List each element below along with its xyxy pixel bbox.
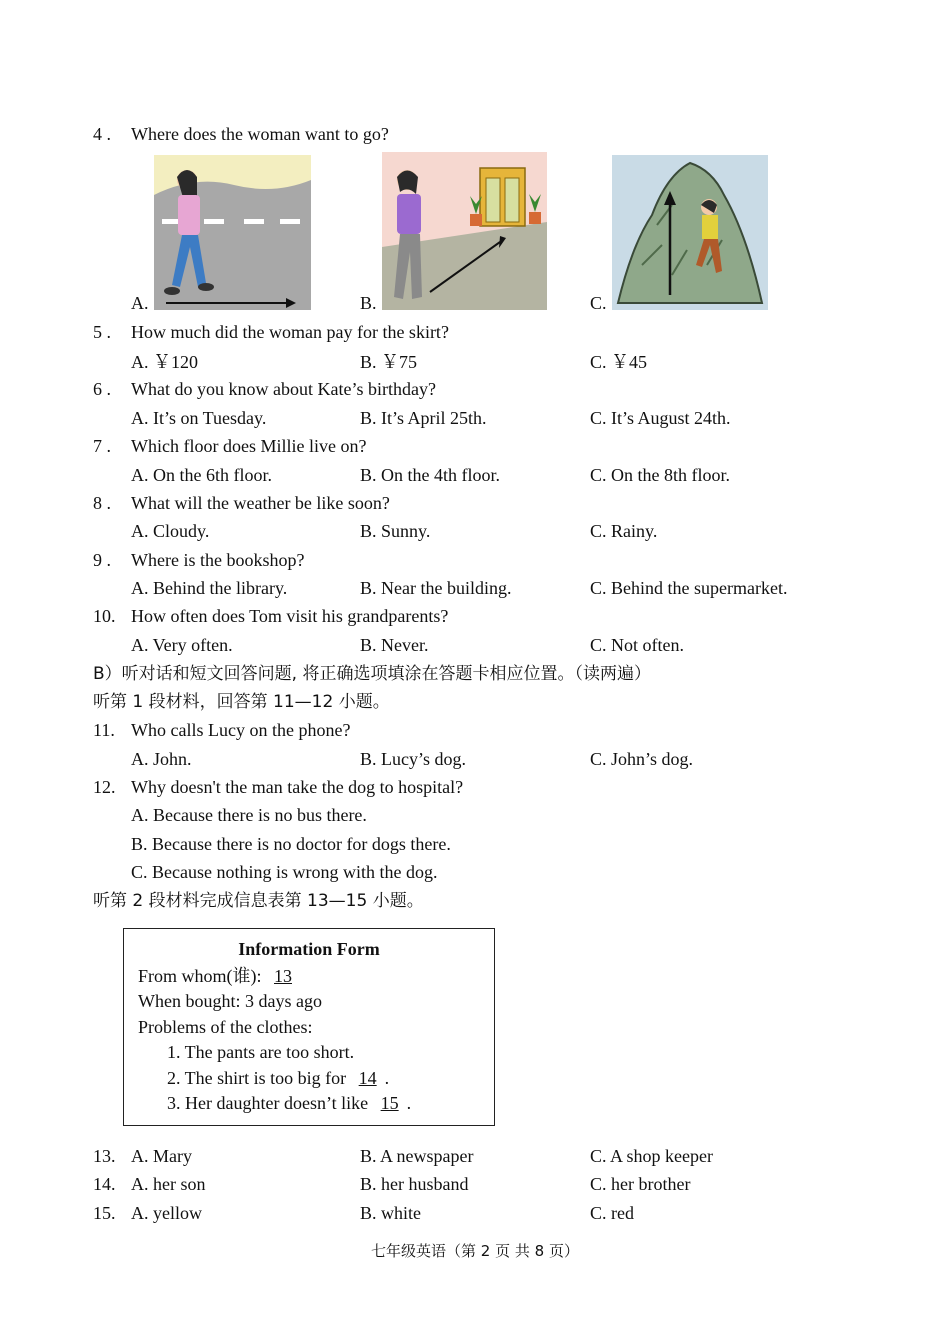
q14-option-b: B. her husband	[360, 1174, 469, 1194]
q13-option-b: B. A newspaper	[360, 1146, 474, 1166]
form-from-label: From whom(谁):	[138, 966, 266, 986]
information-form	[123, 928, 495, 1126]
q12-question: Why doesn't the man take the dog to hospital?	[131, 777, 464, 797]
q15-option-a: A. yellow	[131, 1203, 202, 1223]
form-from-whom	[138, 965, 300, 987]
q12-option-c: C. Because nothing is wrong with the dog.	[131, 862, 438, 882]
q6-question: What do you know about Kate’s birthday?	[131, 379, 436, 399]
q8-option-b: B. Sunny.	[360, 521, 431, 541]
q14-number: 14.	[93, 1174, 116, 1194]
q5-question: How much did the woman pay for the skirt?	[131, 322, 449, 342]
q5-number: 5 .	[93, 322, 111, 342]
blank-15: 15	[380, 1093, 399, 1113]
q11-option-b: B. Lucy’s dog.	[360, 749, 466, 769]
q10-question: How often does Tom visit his grandparents?	[131, 606, 449, 626]
q4-option-c: C.	[590, 293, 607, 313]
q6-option-a: A. It’s on Tuesday.	[131, 408, 267, 428]
form-problem-3-text: 3. Her daughter doesn’t like	[167, 1093, 373, 1113]
q5-option-a: A. ￥120	[131, 352, 198, 372]
q8-question: What will the weather be like soon?	[131, 493, 390, 513]
q7-option-b: B. On the 4th floor.	[360, 465, 500, 485]
q8-option-a: A. Cloudy.	[131, 521, 210, 541]
form-problem-2-text: 2. The shirt is too big for	[167, 1068, 351, 1088]
q4-option-b: B.	[360, 293, 377, 313]
q10-option-b: B. Never.	[360, 635, 429, 655]
q9-question: Where is the bookshop?	[131, 550, 305, 570]
q10-option-a: A. Very often.	[131, 635, 233, 655]
page-footer: 七年级英语（第 2 页 共 8 页）	[371, 1242, 579, 1260]
form-problem-2	[167, 1067, 389, 1089]
part2-instruction: 听第 2 段材料完成信息表第 13—15 小题。	[93, 891, 424, 911]
form-problem-1: 1. The pants are too short.	[167, 1042, 355, 1062]
blank-13: 13	[274, 966, 292, 986]
section-b-instruction: B）听对话和短文回答问题, 将正确选项填涂在答题卡相应位置。（读两遍）	[93, 664, 651, 684]
q7-option-c: C. On the 8th floor.	[590, 465, 730, 485]
form-title: Information Form	[238, 939, 380, 959]
q11-question: Who calls Lucy on the phone?	[131, 720, 351, 740]
form-problems-label: Problems of the clothes:	[138, 1017, 313, 1037]
q7-number: 7 .	[93, 436, 111, 456]
form-when-bought: When bought: 3 days ago	[138, 991, 322, 1011]
part1-instruction: 听第 1 段材料，回答第 11—12 小题。	[93, 692, 390, 712]
q15-option-c: C. red	[590, 1203, 634, 1223]
q6-number: 6 .	[93, 379, 111, 399]
form-problem-2-end: .	[384, 1068, 390, 1088]
form-problem-3	[167, 1092, 411, 1114]
q15-number: 15.	[93, 1203, 116, 1223]
picture-a-road	[154, 155, 311, 310]
q10-number: 10.	[93, 606, 116, 626]
q9-option-c: C. Behind the supermarket.	[590, 578, 788, 598]
q15-option-b: B. white	[360, 1203, 421, 1223]
q14-option-c: C. her brother	[590, 1174, 691, 1194]
q9-option-b: B. Near the building.	[360, 578, 512, 598]
q5-option-b: B. ￥75	[360, 352, 418, 372]
q13-number: 13.	[93, 1146, 116, 1166]
q11-number: 11.	[93, 720, 115, 740]
q6-option-c: C. It’s August 24th.	[590, 408, 731, 428]
q4-option-a: A.	[131, 293, 149, 313]
q6-option-b: B. It’s April 25th.	[360, 408, 487, 428]
q12-option-a: A. Because there is no bus there.	[131, 805, 367, 825]
q14-option-a: A. her son	[131, 1174, 206, 1194]
q12-number: 12.	[93, 777, 116, 797]
q7-question: Which floor does Millie live on?	[131, 436, 367, 456]
form-problem-3-end: .	[406, 1093, 412, 1113]
q13-option-c: C. A shop keeper	[590, 1146, 713, 1166]
q8-number: 8 .	[93, 493, 111, 513]
q12-option-b: B. Because there is no doctor for dogs there.	[131, 834, 451, 854]
q11-option-c: C. John’s dog.	[590, 749, 694, 769]
q7-option-a: A. On the 6th floor.	[131, 465, 272, 485]
picture-c-mountain	[612, 155, 768, 310]
q11-option-a: A. John.	[131, 749, 192, 769]
q5-option-c: C. ￥45	[590, 352, 648, 372]
q9-option-a: A. Behind the library.	[131, 578, 288, 598]
q10-option-c: C. Not often.	[590, 635, 684, 655]
blank-14: 14	[358, 1068, 377, 1088]
q4-question: Where does the woman want to go?	[131, 124, 389, 144]
q8-option-c: C. Rainy.	[590, 521, 658, 541]
picture-b-building	[382, 152, 547, 310]
q13-option-a: A. Mary	[131, 1146, 192, 1166]
q4-number: 4 .	[93, 124, 111, 144]
q9-number: 9 .	[93, 550, 111, 570]
